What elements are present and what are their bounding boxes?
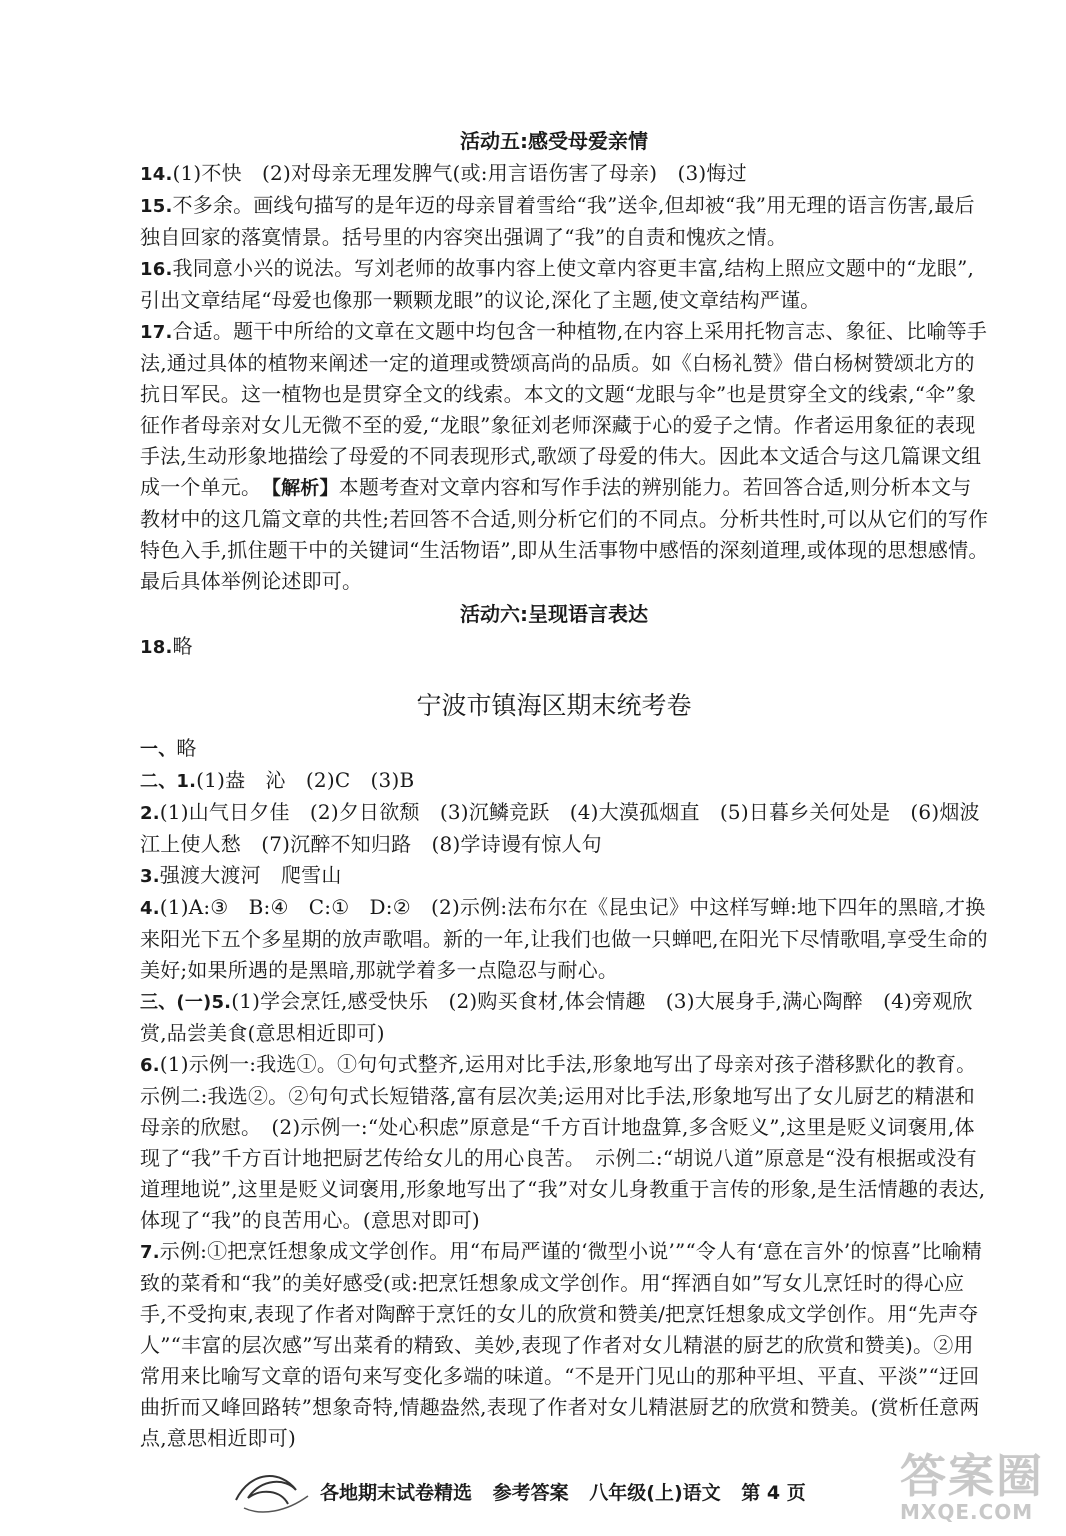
answer-text: 强渡大渡河 爬雪山 xyxy=(159,863,342,887)
answer-3 xyxy=(118,860,990,892)
answer-text: (1)不快 (2)对母亲无理发脾气(或:用言语伤害了母亲) (3)悔过 xyxy=(172,161,747,185)
answer-text: 略 xyxy=(176,736,197,760)
answer-4 xyxy=(118,892,990,986)
answer-2 xyxy=(118,797,990,860)
answer-page xyxy=(118,124,990,1454)
analysis-tag: 【解析】 xyxy=(271,477,339,499)
publisher-swirl-icon xyxy=(226,1460,316,1520)
answer-text: (1)示例一:我选①。①句句式整齐,运用对比手法,形象地写出了母亲对孩子潜移默化的教育。 示例二:我选②。②句句式长短错落,富有层次美;运用对比手法,形象地写出了女儿厨艺的精湛和母亲的欣慰。 (2)示例一:“处心积虑”原意是“千方百计地盘算,多含贬义”,这里是贬义词褒用,体现了“我”千方百计地把厨艺传给女儿的用心良苦。 示例二:“胡说八道”原意是“没有根据或没有道理地说”,这里是贬义词褒用,形象地写出了“我”对女儿身教重于言传的形象,是生活情趣的表达,体现了“我”的良苦用心。(意思对即可) xyxy=(140,1052,987,1232)
answer-15 xyxy=(118,190,990,253)
question-number: 3. xyxy=(140,866,160,887)
section-heading-activity5: 活动五:感受母爱亲情 xyxy=(460,129,648,153)
answer-text: 略 xyxy=(172,634,193,658)
answer-18 xyxy=(118,631,990,663)
footer-answers: 参考答案 xyxy=(492,1482,569,1504)
question-number: 一、 xyxy=(140,739,177,760)
question-number: 15. xyxy=(140,196,173,217)
part-1 xyxy=(118,733,990,765)
watermark-url: MXQE.COM xyxy=(900,1500,1034,1524)
question-number: 17. xyxy=(140,322,173,343)
answer-17 xyxy=(118,316,990,597)
footer-page-number: 第 4 页 xyxy=(741,1482,806,1504)
page-footer xyxy=(320,1478,860,1505)
footer-book-title: 各地期末试卷精选 xyxy=(320,1482,473,1504)
question-number: 16. xyxy=(140,259,173,280)
question-number: 二、1. xyxy=(140,771,197,792)
question-number: 三、(一)5. xyxy=(140,992,232,1013)
answer-14 xyxy=(118,158,990,190)
answer-text: (1)盎 沁 (2)C (3)B xyxy=(196,768,415,792)
answer-7 xyxy=(118,1236,990,1454)
part-2-q1 xyxy=(118,765,990,797)
question-number: 18. xyxy=(140,637,173,658)
answer-text: 合适。题干中所给的文章在文题中均包含一种植物,在内容上采用托物言志、象征、比喻等手法,通过具体的植物来阐述一定的道理或赞颂高尚的品质。如《白杨礼赞》借白杨树赞颂北方的抗日军民。这一植物也是贯穿全文的线索。本文的文题“龙眼与伞”也是贯穿全文的线索,“伞”象征作者母亲对女儿无微不至的爱,“龙眼”象征刘老师深藏于心的爱子之情。作者运用象征的表现手法,生动形象地描绘了母爱的不同表现形式,歌颂了母爱的伟大。因此本文适合与这几篇课文组成一个单元。 xyxy=(140,319,988,499)
answer-text: (1)A:③ B:④ C:① D:② (2)示例:法布尔在《昆虫记》中这样写蝉:地下四年的黑暗,才换来阳光下五个多星期的放声歌唱。新的一年,让我们也做一只蝉吧,在阳光下尽情歌唱,享受生命的美好;如果所遇的是黑暗,那就学着多一点隐忍与耐心。 xyxy=(140,895,988,982)
footer-grade-subject: 八年级(上)语文 xyxy=(589,1482,721,1504)
question-number: 6. xyxy=(140,1055,160,1076)
answer-16 xyxy=(118,253,990,316)
answer-text: (1)学会烹饪,感受快乐 (2)购买食材,体会情趣 (3)大展身手,满心陶醉 (4)旁观欣赏,品尝美食(意思相近即可) xyxy=(140,989,973,1045)
question-number: 2. xyxy=(140,803,160,824)
answer-text: 不多余。画线句描写的是年迈的母亲冒着雪给“我”送伞,但却被“我”用无理的语言伤害,最后独自回家的落寞情景。括号里的内容突出强调了“我”的自责和愧疚之情。 xyxy=(140,193,975,249)
answer-6 xyxy=(118,1049,990,1236)
question-number: 4. xyxy=(140,898,160,919)
answer-text: 我同意小兴的说法。写刘老师的故事内容上使文章内容更丰富,结构上照应文题中的“龙眼”,引出文章结尾“母爱也像那一颗颗龙眼”的议论,深化了主题,使文章结构严谨。 xyxy=(140,256,975,312)
answer-text: (1)山气日夕佳 (2)夕日欲颓 (3)沉鳞竞跃 (4)大漠孤烟直 (5)日暮乡关何处是 (6)烟波江上使人愁 (7)沉醉不知归路 (8)学诗谩有惊人句 xyxy=(140,800,980,856)
question-number: 14. xyxy=(140,164,173,185)
question-number: 7. xyxy=(140,1242,160,1263)
part-3-q5 xyxy=(118,986,990,1049)
watermark xyxy=(900,1440,1060,1530)
analysis-text: 本题考查对文章内容和写作手法的辨别能力。若回答合适,则分析本文与教材中的这几篇文章的共性;若回答不合适,则分析它们的不同点。分析共性时,可以从它们的写作特色入手,抓住题干中的关键词“生活物语”,即从生活事物中感悟的深刻道理,或体现的思想感情。最后具体举例论述即可。 xyxy=(140,475,989,593)
section-heading-activity6: 活动六:呈现语言表达 xyxy=(460,602,648,626)
watermark-text: 答案圈 xyxy=(900,1449,1044,1503)
answer-text: 示例:①把烹饪想象成文学创作。用“布局严谨的‘微型小说’”“令人有‘意在言外’的惊喜”比喻精致的菜肴和“我”的美好感受(或:把烹饪想象成文学创作。用“挥洒自如”写女儿烹饪时的得心应手,不受拘束,表现了作者对陶醉于烹饪的女儿的欣赏和赞美/把烹饪想象成文学创作。用“先声夺人”“丰富的层次感”写出菜肴的精致、美妙,表现了作者对女儿精湛的厨艺的欣赏和赞美)。②用常用来比喻写文章的语句来写变化多端的味道。“不是开门见山的那种平坦、平直、平淡”“迂回曲折而又峰回路转”想象奇特,情趣盎然,表现了作者对女儿精湛厨艺的欣赏和赞美。(赏析任意两点,意思相近即可) xyxy=(140,1239,983,1450)
exam-title: 宁波市镇海区期末统考卷 xyxy=(416,691,692,720)
